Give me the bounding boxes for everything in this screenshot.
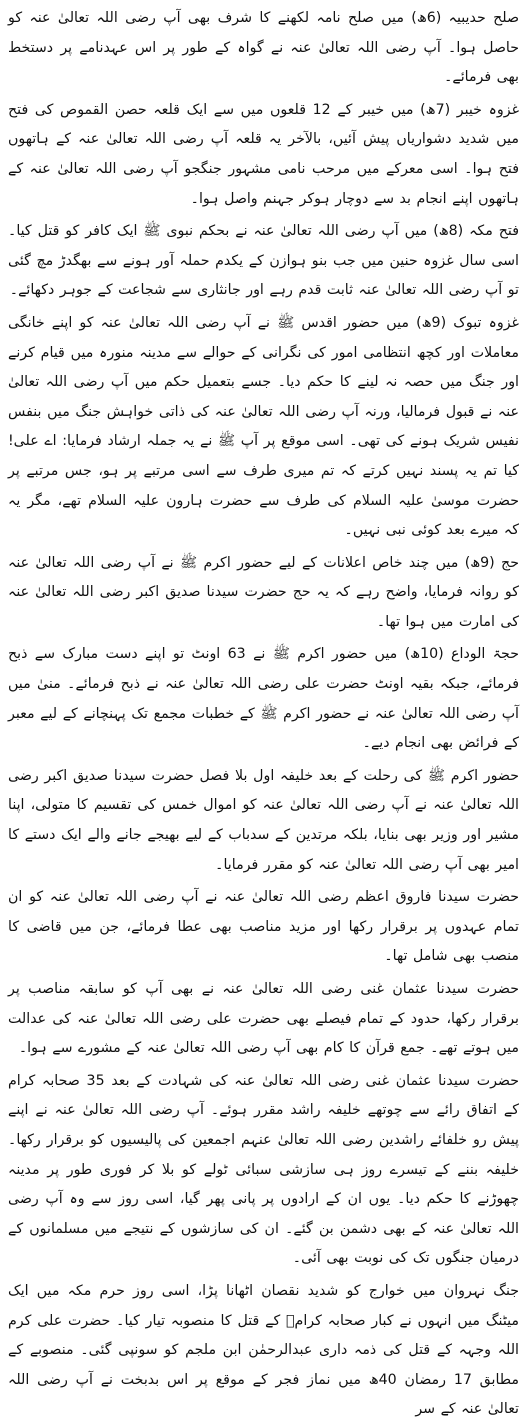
paragraph-hudaibiya: صلح حدیبیہ (6ھ) میں صلح نامہ لکھنے کا شرف بھی آپ رضی اللہ تعالیٰ عنہ کو حاصل ہوا۔ آپ رضی اللہ تعالیٰ عنہ نے گواہ کے طور پر اس عہدنامے پر دستخط بھی فرمائے۔ [8,10,519,86]
paragraph-fath-makkah: فتح مکہ (8ھ) میں آپ رضی اللہ تعالیٰ عنہ نے بحکم نبوی ﷺ ایک کافر کو قتل کیا۔ اسی سال غزوہ حنین میں جب بنو ہوازن کے یکدم حملہ آور ہونے سے بھگدڑ مچ گئی تو آپ رضی اللہ تعالیٰ عنہ ثابت قدم رہے اور جانثاری سے شجاعت کے جوہر دکھائے۔ [8,223,519,299]
paragraph-abu-bakr: حضور اکرم ﷺ کی رحلت کے بعد خلیفہ اول بلا فصل حضرت سیدنا صدیق اکبر رضی اللہ تعالیٰ عنہ نے آپ رضی اللہ تعالیٰ عنہ کو اموال خمس کی تقسیم کا متولی، اپنا مشیر اور وزیر بھی بنایا، بلکہ مرتدین کے سدباب کے لیے بھیجے جانے والے ایک دستے کا امیر بھی آپ رضی اللہ تعالیٰ عنہ کو مقرر فرمایا۔ [8,767,519,873]
paragraph-hajj: حج (9ھ) میں چند خاص اعلانات کے لیے حضور اکرم ﷺ نے آپ رضی اللہ تعالیٰ عنہ کو روانہ فرمایا، واضح رہے کہ یہ حج حضرت سیدنا صدیق اکبر رضی اللہ تعالیٰ عنہ کی امارت میں ہوا تھا۔ [8,554,519,630]
paragraph-caliphate: حضرت سیدنا عثمان غنی رضی اللہ تعالیٰ عنہ کی شہادت کے بعد 35 صحابہ کرام کے اتفاق رائے سے چوتھے خلیفہ راشد مقرر ہوئے۔ آپ رضی اللہ تعالیٰ عنہ نے اپنے پیش رو خلفائے راشدین رضی اللہ تعالیٰ عنہم اجمعین کی پالیسیوں کو برقرار رکھا۔ خلیفہ بننے کے تیسرے روز ہی سازشی سبائی ٹولے کو بلا کر فوری طور پر مدینہ چھوڑنے کا حکم دیا۔ یوں ان کے ارادوں پر پانی پھر گیا، اسی روز سے وہ آپ رضی اللہ تعالیٰ عنہ کے بھی دشمن بن گئے۔ ان کی سازشوں کے نتیجے میں مسلمانوں کے درمیان جنگوں تک کی نوبت بھی آئی۔ [8,1072,519,1267]
paragraph-hajjatul-wida: حجۃ الوداع (10ھ) میں حضور اکرم ﷺ نے 63 اونٹ تو اپنے دست مبارک سے ذبح فرمائے، جبکہ بقیہ اونٹ حضرت علی رضی اللہ تعالیٰ عنہ نے ذبح فرمائے۔ منیٰ میں آپ رضی اللہ تعالیٰ عنہ نے حضور اکرم ﷺ کے خطبات مجمع تک پہنچانے کے لیے معبر کے فرائض بھی انجام دیے۔ [8,646,519,752]
paragraph-umar: حضرت سیدنا فاروق اعظم رضی اللہ تعالیٰ عنہ نے آپ رضی اللہ تعالیٰ عنہ کو ان تمام عہدوں پر برقرار رکھا اور مزید مناصب بھی عطا فرمائے، جن میں قاضی کا منصب بھی شامل تھا۔ [8,889,519,965]
paragraph-tabuk: غزوہ تبوک (9ھ) میں حضور اقدس ﷺ نے آپ رضی اللہ تعالیٰ عنہ کو اپنے خانگی معاملات اور کچھ انتظامی امور کی نگرانی کے حوالے سے مدینہ منورہ میں قیام کرنے اور جنگ میں حصہ نہ لینے کا حکم دیا۔ جسے بتعمیل حکم میں آپ رضی اللہ تعالیٰ عنہ نے قبول فرمالیا، ورنہ آپ رضی اللہ تعالیٰ عنہ کی ذاتی خواہش جنگ میں بنفس نفیس شریک ہونے کی تھی۔ اسی موقع پر آپ ﷺ نے یہ جملہ ارشاد فرمایا: اے علی! کیا تم یہ پسند نہیں کرتے کہ تم میری طرف سے اسی مرتبے پر ہو، جس مرتبے پر حضرت موسیٰ علیہ السلام کی طرف سے حضرت ہارون علیہ السلام تھے، مگر یہ کہ میرے بعد کوئی نبی نہیں۔ [8,314,519,539]
paragraph-nahrawan: جنگ نہروان میں خوارج کو شدید نقصان اٹھانا پڑا، اسی روز حرم مکہ میں ایک میٹنگ میں انہوں نے کبار صحابہ کرامؓ کے قتل کا منصوبہ تیار کیا۔ حضرت علی کرم اللہ وجہہ کے قتل کی ذمہ داری عبدالرحمٰن ابن ملجم کو سونپی گئی۔ منصوبے کے مطابق 17 رمضان 40ھ میں نماز فجر کے موقع پر اس بدبخت نے آپ رضی اللہ تعالیٰ عنہ کے سر [8,1282,520,1418]
paragraph-khaybar: غزوہ خیبر (7ھ) میں خیبر کے 12 قلعوں میں سے ایک قلعہ حصن القموص کی فتح میں شدید دشواریاں پیش آئیں، بالآخر یہ قلعہ آپ رضی اللہ تعالیٰ عنہ کے ہاتھوں فتح ہوا۔ اسی معرکے میں مرحب نامی مشہور جنگجو آپ رضی اللہ تعالیٰ عنہ کے ہاتھوں اپنے انجام بد سے دوچار ہوکر جہنم واصل ہوا۔ [8,101,519,207]
paragraph-uthman: حضرت سیدنا عثمان غنی رضی اللہ تعالیٰ عنہ نے بھی آپ کو سابقہ مناصب پر برقرار رکھا، حدود کے تمام فیصلے بھی حضرت علی رضی اللہ تعالیٰ عنہ کی عدالت میں ہوتے تھے۔ جمع قرآن کا کام بھی آپ رضی اللہ تعالیٰ عنہ کے مشورے سے ہوا۔ [8,981,519,1057]
